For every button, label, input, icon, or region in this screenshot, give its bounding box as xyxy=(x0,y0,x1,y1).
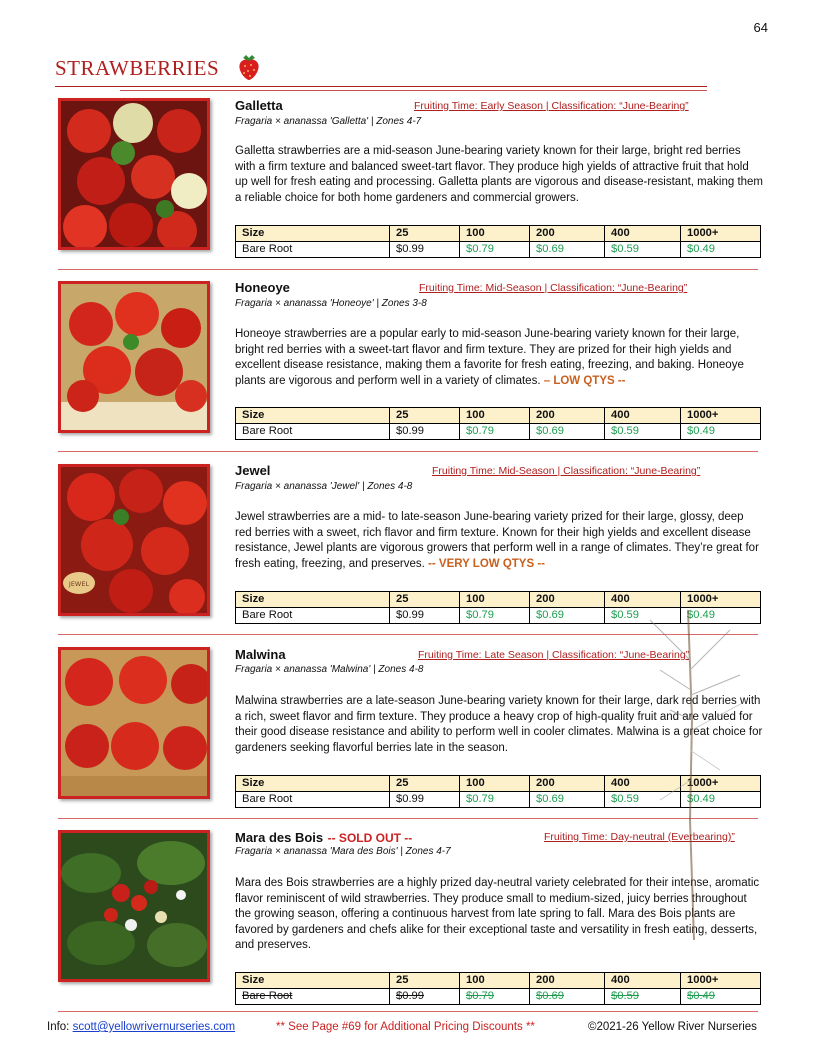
header-cell: 200 xyxy=(530,592,605,608)
page-number: 64 xyxy=(753,20,768,35)
header-cell: 100 xyxy=(460,592,530,608)
header-cell: 25 xyxy=(390,226,460,242)
price-cell: $0.69 xyxy=(530,989,605,1005)
photo-label: JEWEL xyxy=(68,580,90,588)
price-cell: $0.69 xyxy=(530,424,605,440)
galletta-photo xyxy=(58,98,210,250)
price-cell: $0.49 xyxy=(681,608,761,624)
footer-info-label: Info: xyxy=(47,1021,70,1033)
header-cell: Size xyxy=(236,973,390,989)
botanical-name: Fragaria × ananassa 'Jewel' | Zones 4-8 xyxy=(235,481,413,492)
price-cell: $0.49 xyxy=(681,242,761,258)
header-cell: 1000+ xyxy=(681,776,761,792)
fruiting-time: Fruiting Time: Late Season | Classification: “June-Bearing” xyxy=(418,649,690,661)
jewel-photo xyxy=(58,464,210,616)
honeoye-photo xyxy=(58,281,210,433)
header-cell: Size xyxy=(236,226,390,242)
page-title: STRAWBERRIES xyxy=(55,56,220,80)
price-table-header xyxy=(236,226,761,242)
pricing-discount-note: ** See Page #69 for Additional Pricing Discounts ** xyxy=(276,1021,535,1033)
header-cell: 400 xyxy=(605,226,681,242)
header-cell: 400 xyxy=(605,973,681,989)
price-table xyxy=(235,407,761,440)
price-cell: $0.99 xyxy=(390,792,460,808)
price-cell: $0.79 xyxy=(460,424,530,440)
fruiting-time: Fruiting Time: Mid-Season | Classification: “June-Bearing” xyxy=(419,282,688,294)
header-cell: 1000+ xyxy=(681,226,761,242)
price-cell: Bare Root xyxy=(236,989,390,1005)
price-cell: $0.79 xyxy=(460,989,530,1005)
header-cell: 200 xyxy=(530,408,605,424)
price-cell: $0.59 xyxy=(605,608,681,624)
section-divider xyxy=(58,451,758,452)
price-table xyxy=(235,225,761,258)
price-cell: $0.79 xyxy=(460,792,530,808)
price-table-header xyxy=(236,973,761,989)
price-cell: Bare Root xyxy=(236,424,390,440)
header-cell: 100 xyxy=(460,226,530,242)
strawberry-icon xyxy=(236,53,262,86)
header-cell: 25 xyxy=(390,973,460,989)
price-cell: $0.79 xyxy=(460,608,530,624)
botanical-name: Fragaria × ananassa 'Malwina' | Zones 4-8 xyxy=(235,664,424,675)
table-row xyxy=(236,989,761,1005)
sold-out-badge: -- SOLD OUT -- xyxy=(327,831,413,845)
price-cell: Bare Root xyxy=(236,242,390,258)
botanical-name: Fragaria × ananassa 'Mara des Bois' | Zones 4-7 xyxy=(235,846,451,857)
footer-info xyxy=(47,1021,235,1033)
fruiting-time: Fruiting Time: Early Season | Classification: “June-Bearing” xyxy=(414,100,689,112)
section-divider xyxy=(58,269,758,270)
header-cell: 1000+ xyxy=(681,592,761,608)
malwina-photo xyxy=(58,647,210,799)
header-cell: 400 xyxy=(605,408,681,424)
price-cell: $0.59 xyxy=(605,792,681,808)
header-cell: Size xyxy=(236,776,390,792)
contact-email-link[interactable]: scott@yellowrivernurseries.com xyxy=(72,1021,236,1033)
header-cell: 200 xyxy=(530,776,605,792)
copyright: ©2021-26 Yellow River Nurseries xyxy=(588,1021,757,1033)
price-table-header xyxy=(236,408,761,424)
header-cell: 25 xyxy=(390,776,460,792)
price-cell: $0.49 xyxy=(681,424,761,440)
botanical-name: Fragaria × ananassa 'Galletta' | Zones 4-7 xyxy=(235,116,422,127)
table-row xyxy=(236,424,761,440)
price-cell: $0.59 xyxy=(605,989,681,1005)
header-cell: 400 xyxy=(605,776,681,792)
branch-sketch-decoration xyxy=(630,600,770,960)
product-description xyxy=(235,144,763,206)
price-cell: $0.69 xyxy=(530,242,605,258)
section-divider xyxy=(58,1011,758,1012)
description-text: Galletta strawberries are a mid-season June-bearing variety known for their large, bright red berries with a firm texture and balanced sweet-tart flavor. They produce high yields of attractive fruit that hold up well for fresh eating and processing. Galletta plants are vigorous and disease-resistant, making them a reliable choice for both home gardeners and commercial growers. xyxy=(235,145,764,204)
low-qty-note: – LOW QTYS -- xyxy=(543,374,626,387)
price-table-sold-out xyxy=(235,972,761,1005)
header-cell: Size xyxy=(236,408,390,424)
price-cell: $0.59 xyxy=(605,424,681,440)
price-cell: $0.79 xyxy=(460,242,530,258)
price-cell: $0.99 xyxy=(390,242,460,258)
header-cell: 100 xyxy=(460,408,530,424)
header-cell: 1000+ xyxy=(681,973,761,989)
price-cell: $0.69 xyxy=(530,792,605,808)
product-heading xyxy=(235,829,412,847)
product-name: Galletta xyxy=(235,98,283,113)
price-cell: $0.99 xyxy=(390,608,460,624)
header-cell: 200 xyxy=(530,973,605,989)
mara-des-bois-photo xyxy=(58,830,210,982)
price-cell: $0.99 xyxy=(390,989,460,1005)
header-rule-secondary xyxy=(120,90,707,91)
product-name: Jewel xyxy=(235,463,271,478)
price-cell: $0.59 xyxy=(605,242,681,258)
very-low-qty-note: -- VERY LOW QTYS -- xyxy=(428,557,545,570)
header-cell: 25 xyxy=(390,592,460,608)
price-cell: $0.99 xyxy=(390,424,460,440)
price-cell: Bare Root xyxy=(236,792,390,808)
description-text: Mara des Bois strawberries are a highly prized day-neutral variety celebrated for their intense, aromatic flavor reminiscent of wild strawberries. They produce small to medium-sized, juicy berries throughout the growing season, offering a continuous harvest from late spring to fall. Mara des Bois plants are favored by gardeners and chefs alike for their exceptional taste and versatility in fresh eating, desserts, and preserves. xyxy=(235,877,760,952)
header-cell: 1000+ xyxy=(681,408,761,424)
product-description xyxy=(235,510,763,572)
header-cell: Size xyxy=(236,592,390,608)
description-text: Honeoye strawberries are a popular early to mid-season June-bearing variety known for their large, bright red berries with a sweet-tart flavor and firm texture. They are prized for their high yields and excellent disease resistance, making them a favorite for fresh eating, freezing, and baking. Honeoye plants are vigorous and perform well in a variety of climates. xyxy=(235,328,744,387)
price-cell: $0.69 xyxy=(530,608,605,624)
price-cell: $0.49 xyxy=(681,792,761,808)
botanical-name: Fragaria × ananassa 'Honeoye' | Zones 3-8 xyxy=(235,298,427,309)
product-description xyxy=(235,327,763,389)
price-cell: $0.49 xyxy=(681,989,761,1005)
header-cell: 100 xyxy=(460,776,530,792)
header-cell: 25 xyxy=(390,408,460,424)
price-cell: Bare Root xyxy=(236,608,390,624)
product-name: Honeoye xyxy=(235,280,290,295)
description-text: Malwina strawberries are a late-season June-bearing variety known for their large, dark red berries with a rich, sweet flavor and firm texture. They produce a heavy crop of high-quality fruit and are valued for their good disease resistance and ability to perform well in cooler climates. Malwina is a great choice for gardeners seeking flavorful berries late in the season. xyxy=(235,695,763,754)
table-row xyxy=(236,242,761,258)
header-cell: 400 xyxy=(605,592,681,608)
fruiting-time: Fruiting Time: Mid-Season | Classification: “June-Bearing” xyxy=(432,465,701,477)
product-name: Mara des Bois xyxy=(235,830,324,845)
fruiting-time: Fruiting Time: Day-neutral (Everbearing)” xyxy=(544,831,735,843)
header-cell: 100 xyxy=(460,973,530,989)
description-text: Jewel strawberries are a mid- to late-season June-bearing variety prized for their large, glossy, deep red berries with a sweet, rich flavor and firm texture. Known for their high yields and excellent disease resistance, Jewel plants are vigorous growers that perform well in a range of climates. They’re great for fresh eating, freezing, and preserves. xyxy=(235,511,759,570)
header-cell: 200 xyxy=(530,226,605,242)
header-rule xyxy=(55,86,707,87)
product-name: Malwina xyxy=(235,647,286,662)
